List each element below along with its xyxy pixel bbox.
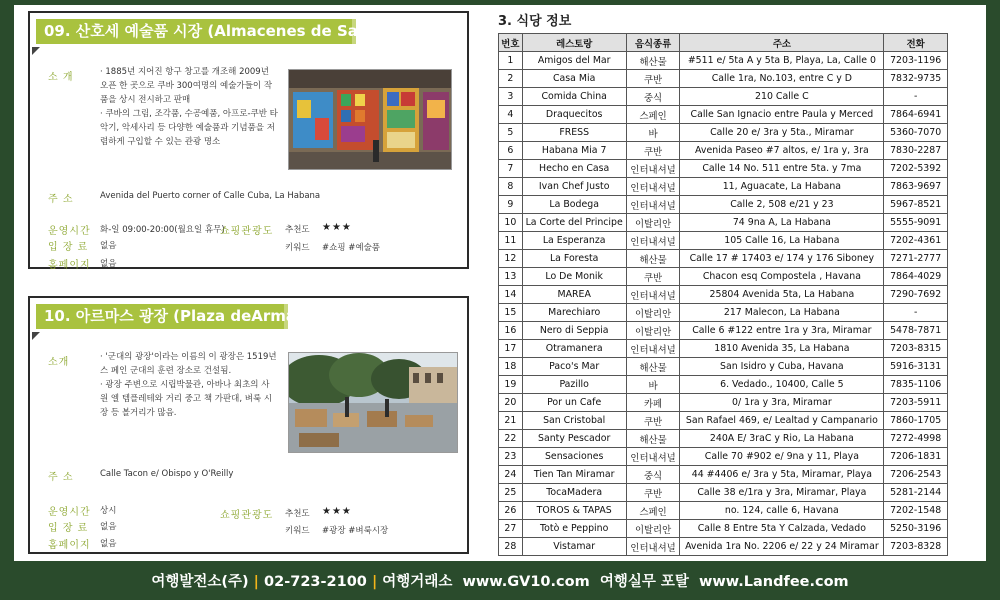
cell-no: 9 (499, 196, 523, 214)
cell-no: 5 (499, 124, 523, 142)
cell-address: Avenida 1ra No. 2206 e/ 22 y 24 Miramar (680, 538, 884, 556)
keywords-value: #광장 #벼룩시장 (322, 526, 389, 536)
cell-address: Calle 20 e/ 3ra y 5ta., Miramar (680, 124, 884, 142)
cell-cuisine: 카페 (626, 394, 680, 412)
cell-restaurant: Santy Pescador (522, 430, 626, 448)
cell-phone: 7202-5392 (884, 160, 948, 178)
table-row (499, 286, 948, 304)
cell-phone: 7290-7692 (884, 286, 948, 304)
cell-restaurant: Amigos del Mar (522, 52, 626, 70)
table-row (499, 412, 948, 430)
cell-no: 13 (499, 268, 523, 286)
hours-label: 운영시간 (48, 507, 91, 518)
cell-cuisine: 해산물 (626, 430, 680, 448)
header-cuisine: 음식종류 (626, 34, 680, 52)
restaurant-table (498, 33, 948, 556)
cell-no: 4 (499, 106, 523, 124)
cell-restaurant: La Esperanza (522, 232, 626, 250)
cell-phone: 7860-1705 (884, 412, 948, 430)
cell-no: 28 (499, 538, 523, 556)
cell-address: Calle 1ra, No.103, entre C y D (680, 70, 884, 88)
rating-stars-icon: ★★★ (322, 222, 352, 233)
cell-restaurant: Sensaciones (522, 448, 626, 466)
intro-text: · 1885년 지어진 항구 창고를 개조해 2009년 오픈 한 곳으로 쿠바 300여명의 예술가들이 작품을 상시 전시하고 판매 · 쿠바의 그림, 조각품, 수공예품, 아프로-쿠반 타 악기, 악세사리 등 다양한 예술품과 기념품을 저 렴하게 구입할 수 있는 관광 명소 (100, 67, 278, 147)
cell-phone: 7830-2287 (884, 142, 948, 160)
table-row (499, 214, 948, 232)
cell-no: 12 (499, 250, 523, 268)
footer-bar (0, 568, 1000, 596)
hours-label: 운영시간 (48, 226, 91, 237)
cell-restaurant: Draquecitos (522, 106, 626, 124)
cell-cuisine: 중식 (626, 466, 680, 484)
cell-phone: 7203-8328 (884, 538, 948, 556)
cell-phone: 7203-8315 (884, 340, 948, 358)
cell-cuisine: 바 (626, 124, 680, 142)
table-row (499, 502, 948, 520)
cell-restaurant: Hecho en Casa (522, 160, 626, 178)
cell-cuisine: 이탈리안 (626, 214, 680, 232)
cell-phone: 7271-2777 (884, 250, 948, 268)
cell-address: Calle 14 No. 511 entre 5ta. y 7ma (680, 160, 884, 178)
cell-no: 25 (499, 484, 523, 502)
table-row (499, 160, 948, 178)
cell-phone: 5281-2144 (884, 484, 948, 502)
cell-cuisine: 이탈리안 (626, 304, 680, 322)
cell-phone: 7202-4361 (884, 232, 948, 250)
cell-restaurant: Ivan Chef Justo (522, 178, 626, 196)
homepage-label: 홈페이지 (48, 260, 91, 271)
address-label: 주 소 (48, 472, 74, 483)
cell-phone: - (884, 304, 948, 322)
cell-phone: 7832-9735 (884, 70, 948, 88)
cell-restaurant: Casa Mia (522, 70, 626, 88)
cell-address: 74 9na A, La Habana (680, 214, 884, 232)
fee-label: 입 장 료 (48, 242, 89, 253)
cell-restaurant: FRESS (522, 124, 626, 142)
cell-no: 7 (499, 160, 523, 178)
cell-cuisine: 이탈리안 (626, 520, 680, 538)
header-restaurant: 레스토랑 (522, 34, 626, 52)
cell-address: Calle 17 # 17403 e/ 174 y 176 Siboney (680, 250, 884, 268)
cell-restaurant: Totò e Peppino (522, 520, 626, 538)
header-no: 번호 (499, 34, 523, 52)
cell-phone: 5360-7070 (884, 124, 948, 142)
cell-restaurant: Habana Mia 7 (522, 142, 626, 160)
table-row (499, 142, 948, 160)
cell-phone: 7272-4998 (884, 430, 948, 448)
table-row (499, 70, 948, 88)
cell-restaurant: MAREA (522, 286, 626, 304)
section-title: 3. 식당 정보 (498, 14, 572, 29)
address-value: Calle Tacon e/ Obispo y O'Reilly (100, 469, 234, 479)
cell-cuisine: 쿠반 (626, 268, 680, 286)
cell-restaurant: Lo De Monik (522, 268, 626, 286)
cell-no: 10 (499, 214, 523, 232)
card-title: 10. 아르마스 광장 (Plaza deArmas) (36, 304, 284, 329)
keywords-label: 키워드 (285, 243, 310, 253)
cell-restaurant: TocaMadera (522, 484, 626, 502)
homepage-label: 홈페이지 (48, 540, 91, 551)
cell-phone: 7202-1548 (884, 502, 948, 520)
table-row (499, 52, 948, 70)
cell-no: 27 (499, 520, 523, 538)
cell-cuisine: 인터내셔널 (626, 196, 680, 214)
table-row (499, 358, 948, 376)
cell-restaurant: San Cristobal (522, 412, 626, 430)
cell-address: 11, Aguacate, La Habana (680, 178, 884, 196)
cell-cuisine: 인터내셔널 (626, 178, 680, 196)
shopping-label: 쇼핑관광도 (220, 226, 274, 237)
cell-phone: 7206-2543 (884, 466, 948, 484)
cell-no: 8 (499, 178, 523, 196)
table-row (499, 196, 948, 214)
cell-restaurant: Vistamar (522, 538, 626, 556)
shopping-label: 쇼핑관광도 (220, 510, 274, 521)
hours-value: 상시 (100, 506, 117, 516)
hours-value: 화-일 09:00-20:00(월요일 휴무) (100, 225, 225, 235)
rating-label: 추천도 (285, 225, 310, 235)
table-row (499, 232, 948, 250)
cell-address: Calle 8 Entre 5ta Y Calzada, Vedado (680, 520, 884, 538)
header-phone: 전화 (884, 34, 948, 52)
cell-restaurant: La Bodega (522, 196, 626, 214)
cell-cuisine: 쿠반 (626, 412, 680, 430)
cell-phone: 7864-4029 (884, 268, 948, 286)
cell-address: 240A E/ 3raC y Rio, La Habana (680, 430, 884, 448)
cell-address: Calle San Ignacio entre Paula y Merced (680, 106, 884, 124)
table-row (499, 250, 948, 268)
fee-value: 없음 (100, 522, 117, 532)
cell-no: 16 (499, 322, 523, 340)
cell-cuisine: 인터내셔널 (626, 340, 680, 358)
cell-cuisine: 바 (626, 376, 680, 394)
cell-restaurant: La Foresta (522, 250, 626, 268)
cell-address: Calle 2, 508 e/21 y 23 (680, 196, 884, 214)
cell-cuisine: 인터내셔널 (626, 286, 680, 304)
cell-restaurant: Nero di Seppia (522, 322, 626, 340)
cell-no: 2 (499, 70, 523, 88)
cell-cuisine: 쿠반 (626, 70, 680, 88)
table-row (499, 304, 948, 322)
footer-site-gv10[interactable]: www.GV10.com (462, 574, 590, 590)
table-row (499, 394, 948, 412)
cell-restaurant: La Corte del Principe (522, 214, 626, 232)
cell-phone: 7206-1831 (884, 448, 948, 466)
cell-cuisine: 이탈리안 (626, 322, 680, 340)
table-row (499, 484, 948, 502)
table-row (499, 430, 948, 448)
cell-phone: 7203-1196 (884, 52, 948, 70)
cell-no: 11 (499, 232, 523, 250)
cell-no: 1 (499, 52, 523, 70)
cell-phone: 7203-5911 (884, 394, 948, 412)
intro-label: 소개 (48, 357, 70, 368)
cell-phone: - (884, 88, 948, 106)
cell-restaurant: Otramanera (522, 340, 626, 358)
cell-address: #511 e/ 5ta A y 5ta B, Playa, La, Calle 0 (680, 52, 884, 70)
cell-cuisine: 쿠반 (626, 142, 680, 160)
table-row (499, 88, 948, 106)
cell-address: 210 Calle C (680, 88, 884, 106)
cell-no: 17 (499, 340, 523, 358)
plaza-photo (288, 352, 458, 453)
footer-exchange: 여행거래소 (382, 574, 453, 590)
cell-no: 26 (499, 502, 523, 520)
fee-label: 입 장 료 (48, 523, 89, 534)
card-title: 09. 산호세 예술품 시장 (Almacenes de San Jose) (36, 19, 352, 44)
attraction-card-plaza-de-armas (28, 296, 469, 554)
homepage-value: 없음 (100, 259, 117, 269)
attraction-card-san-jose (28, 11, 469, 269)
restaurant-table-body (499, 52, 948, 556)
cell-no: 20 (499, 394, 523, 412)
cell-address: 217 Malecon, La Habana (680, 304, 884, 322)
cell-address: Calle 38 e/1ra y 3ra, Miramar, Playa (680, 484, 884, 502)
cell-no: 18 (499, 358, 523, 376)
table-row (499, 322, 948, 340)
cell-cuisine: 해산물 (626, 250, 680, 268)
cell-phone: 7835-1106 (884, 376, 948, 394)
cell-restaurant: Comida China (522, 88, 626, 106)
cell-phone: 5250-3196 (884, 520, 948, 538)
cell-cuisine: 인터내셔널 (626, 538, 680, 556)
cell-address: 25804 Avenida 5ta, La Habana (680, 286, 884, 304)
cell-address: 105 Calle 16, La Habana (680, 232, 884, 250)
corner-marker-icon (32, 332, 40, 340)
cell-phone: 7863-9697 (884, 178, 948, 196)
table-row (499, 448, 948, 466)
keywords-label: 키워드 (285, 526, 310, 536)
cell-restaurant: Pazillo (522, 376, 626, 394)
footer-portal: 여행실무 포탈 (599, 574, 689, 590)
cell-address: 44 #4406 e/ 3ra y 5ta, Miramar, Playa (680, 466, 884, 484)
table-row (499, 106, 948, 124)
footer-separator: | (371, 574, 378, 590)
cell-phone: 5916-3131 (884, 358, 948, 376)
cell-no: 15 (499, 304, 523, 322)
cell-address: San Isidro y Cuba, Havana (680, 358, 884, 376)
cell-cuisine: 인터내셔널 (626, 160, 680, 178)
cell-address: 0/ 1ra y 3ra, Miramar (680, 394, 884, 412)
cell-phone: 7864-6941 (884, 106, 948, 124)
cell-address: Avenida Paseo #7 altos, e/ 1ra y, 3ra (680, 142, 884, 160)
cell-address: Calle 6 #122 entre 1ra y 3ra, Miramar (680, 322, 884, 340)
cell-cuisine: 해산물 (626, 52, 680, 70)
cell-no: 23 (499, 448, 523, 466)
cell-cuisine: 해산물 (626, 358, 680, 376)
cell-no: 3 (499, 88, 523, 106)
cell-no: 19 (499, 376, 523, 394)
cell-address: no. 124, calle 6, Havana (680, 502, 884, 520)
footer-separator: | (253, 574, 259, 590)
intro-text: · '군대의 광장'이라는 이름의 이 광장은 1519년 스 페인 군대의 훈련 장소로 건설됨. · 광장 주변으로 시립박물관, 아바나 최초의 사 원 엘 템플레테와 거리 중고 책 가판대, 벼룩 시장 등 볼거리가 많음. (100, 352, 277, 418)
cell-no: 22 (499, 430, 523, 448)
footer-company: 여행발전소(주) (151, 574, 249, 590)
cell-address: San Rafael 469, e/ Lealtad y Campanario (680, 412, 884, 430)
table-row (499, 340, 948, 358)
cell-phone: 5555-9091 (884, 214, 948, 232)
table-row (499, 376, 948, 394)
cell-cuisine: 쿠반 (626, 484, 680, 502)
cell-no: 6 (499, 142, 523, 160)
cell-address: Chacon esq Compostela , Havana (680, 268, 884, 286)
cell-cuisine: 스페인 (626, 106, 680, 124)
cell-cuisine: 중식 (626, 88, 680, 106)
corner-marker-icon (32, 47, 40, 55)
cell-address: Calle 70 #902 e/ 9na y 11, Playa (680, 448, 884, 466)
cell-no: 14 (499, 286, 523, 304)
table-row (499, 268, 948, 286)
footer-phone: 02-723-2100 (264, 574, 367, 590)
intro-label: 소 개 (48, 72, 74, 83)
footer-site-landfee[interactable]: www.Landfee.com (699, 574, 849, 590)
cell-address: 1810 Avenida 35, La Habana (680, 340, 884, 358)
cell-restaurant: Marechiaro (522, 304, 626, 322)
cell-phone: 5478-7871 (884, 322, 948, 340)
table-row (499, 124, 948, 142)
table-header-row (499, 34, 948, 52)
homepage-value: 없음 (100, 539, 117, 549)
cell-cuisine: 인터내셔널 (626, 232, 680, 250)
cell-restaurant: TOROS & TAPAS (522, 502, 626, 520)
cell-no: 24 (499, 466, 523, 484)
address-value: Avenida del Puerto corner of Calle Cuba, La Habana (100, 191, 321, 201)
cell-phone: 5967-8521 (884, 196, 948, 214)
cell-restaurant: Paco's Mar (522, 358, 626, 376)
table-row (499, 538, 948, 556)
fee-value: 없음 (100, 241, 117, 251)
cell-cuisine: 스페인 (626, 502, 680, 520)
cell-no: 21 (499, 412, 523, 430)
address-label: 주 소 (48, 194, 74, 205)
rating-stars-icon: ★★★ (322, 506, 352, 517)
cell-restaurant: Tien Tan Miramar (522, 466, 626, 484)
table-row (499, 520, 948, 538)
table-row (499, 178, 948, 196)
table-row (499, 466, 948, 484)
keywords-value: #쇼핑 #예술품 (322, 243, 381, 253)
rating-label: 추천도 (285, 509, 310, 519)
cell-cuisine: 인터내셔널 (626, 448, 680, 466)
market-photo (288, 69, 452, 170)
header-address: 주소 (680, 34, 884, 52)
cell-address: 6. Vedado., 10400, Calle 5 (680, 376, 884, 394)
cell-restaurant: Por un Cafe (522, 394, 626, 412)
